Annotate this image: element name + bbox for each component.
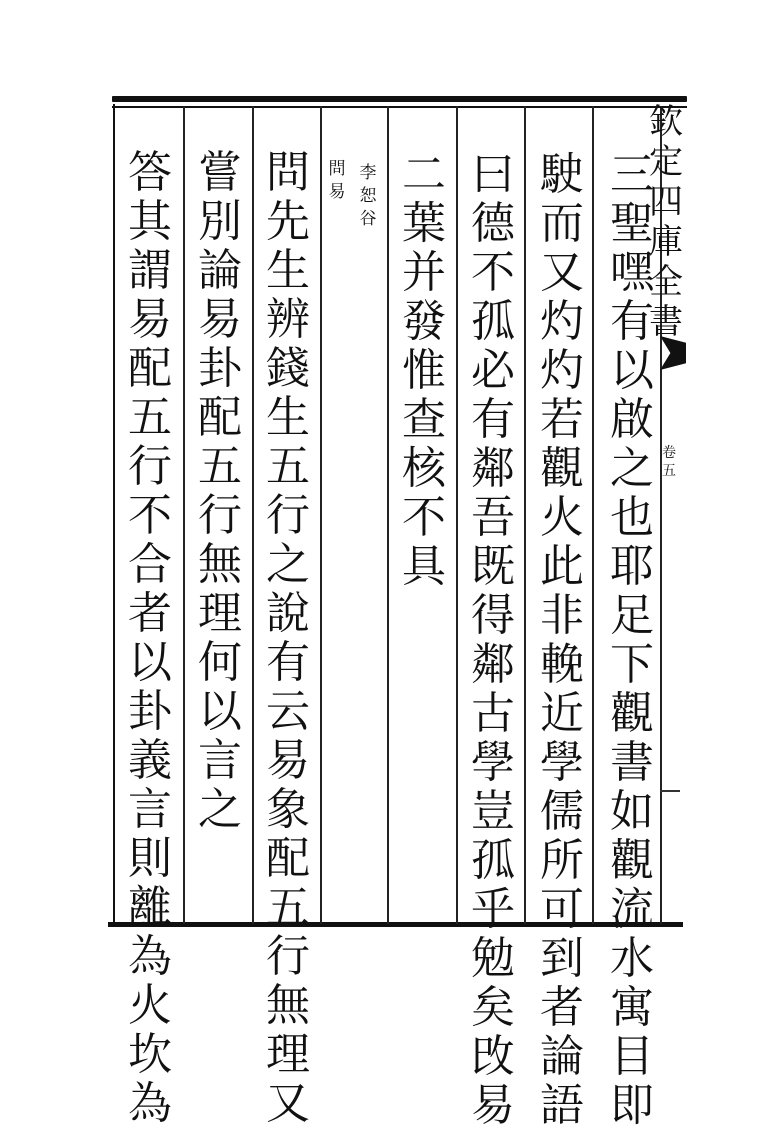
glyph: 灼 [540,345,584,396]
glyph: 配 [128,343,172,394]
glyph: 發 [402,296,446,347]
glyph: 欽 [649,102,683,142]
glyph: 灼 [540,296,584,347]
juan-number [662,444,676,480]
glyph: 鄰 [471,443,515,494]
glyph: 并 [402,247,446,298]
glyph: 必 [471,345,515,396]
glyph: 之 [266,539,310,590]
glyph: 別 [198,196,242,247]
glyph: 答 [128,147,172,198]
glyph: 易 [471,1080,515,1131]
glyph: 定 [649,142,683,182]
glyph: 三 [610,149,654,200]
glyph: 行 [198,490,242,541]
glyph: 言 [198,735,242,786]
glyph: 可 [540,884,584,935]
glyph: 查 [402,394,446,445]
glyph: 駛 [540,149,584,200]
glyph: 書 [610,737,654,788]
text-column-3 [463,150,523,1130]
glyph: 以 [198,686,242,737]
glyph: 錢 [266,343,310,394]
glyph: 孤 [471,835,515,886]
glyph: 啟 [610,394,654,445]
glyph: 惟 [402,345,446,396]
glyph: 乎 [471,884,515,935]
glyph: 孤 [471,296,515,347]
glyph: 觀 [540,443,584,494]
glyph: 卦 [198,343,242,394]
glyph: 生 [266,245,310,296]
glyph: 之 [610,443,654,494]
glyph: 以 [610,345,654,396]
column-divider [592,106,594,924]
glyph: 又 [266,1078,310,1129]
glyph: 為 [128,931,172,982]
glyph: 鄰 [471,639,515,690]
glyph: 配 [198,392,242,443]
glyph: 耶 [610,541,654,592]
top-border-thin [112,106,687,108]
glyph: 五 [266,441,310,492]
glyph: 聖 [610,198,654,249]
glyph: 到 [540,933,584,984]
glyph: 如 [610,786,654,837]
glyph: 即 [610,1080,654,1131]
glyph: 流 [610,884,654,935]
glyph: 學 [471,737,515,788]
glyph: 此 [540,541,584,592]
glyph: 云 [266,686,310,737]
glyph: 易 [266,735,310,786]
glyph: 不 [128,490,172,541]
glyph: 語 [540,1080,584,1131]
glyph: 者 [128,588,172,639]
glyph: 寓 [610,982,654,1033]
glyph: 德 [471,198,515,249]
glyph: 核 [402,443,446,494]
glyph: 為 [128,1078,172,1129]
text-column-5 [258,148,318,1128]
text-column-6 [190,148,250,834]
text-column-7 [120,148,180,1128]
section-subtitle [325,158,349,204]
glyph: 若 [540,394,584,445]
glyph: 五 [266,882,310,933]
glyph: 觀 [610,688,654,739]
glyph: 豈 [471,786,515,837]
left-border [113,104,115,924]
glyph: 則 [128,833,172,884]
glyph: 所 [540,835,584,886]
glyph: 近 [540,688,584,739]
glyph: 先 [266,196,310,247]
bottom-border [108,922,683,927]
glyph: 庫 [649,222,683,262]
glyph: 離 [128,882,172,933]
glyph: 也 [610,492,654,543]
glyph: 配 [266,833,310,884]
glyph: 勉 [471,933,515,984]
glyph: 謂 [128,245,172,296]
glyph: 易 [198,294,242,345]
column-divider [456,106,458,924]
glyph: 有 [610,296,654,347]
glyph: 古 [471,688,515,739]
glyph: 易 [328,182,346,202]
glyph: 說 [266,588,310,639]
glyph: 生 [266,392,310,443]
glyph: 嘗 [198,147,242,198]
glyph: 行 [128,441,172,492]
glyph: 儒 [540,786,584,837]
glyph: 葉 [402,198,446,249]
glyph: 言 [128,784,172,835]
author-line [356,162,380,231]
glyph: 李 [359,163,377,183]
glyph: 水 [610,933,654,984]
glyph: 者 [540,982,584,1033]
glyph: 火 [540,492,584,543]
glyph: 行 [266,931,310,982]
glyph: 有 [266,637,310,688]
glyph: 論 [198,245,242,296]
glyph: 足 [610,590,654,641]
glyph: 非 [540,590,584,641]
glyph: 坎 [128,1029,172,1080]
glyph: 之 [198,784,242,835]
glyph: 二 [402,149,446,200]
glyph: 合 [128,539,172,590]
glyph: 理 [198,588,242,639]
glyph: 書 [649,302,683,342]
glyph: 觀 [610,835,654,886]
glyph: 何 [198,637,242,688]
glyph: 不 [471,247,515,298]
glyph: 問 [266,147,310,198]
glyph: 谷 [359,209,377,229]
glyph: 輓 [540,639,584,690]
glyph: 理 [266,1029,310,1080]
glyph: 以 [128,637,172,688]
column-divider [183,106,185,924]
glyph: 火 [128,980,172,1031]
glyph: 具 [402,541,446,592]
glyph: 無 [266,980,310,1031]
glyph: 無 [198,539,242,590]
text-column-4 [394,150,454,591]
glyph: 學 [540,737,584,788]
glyph: 目 [610,1031,654,1082]
glyph: 得 [471,590,515,641]
glyph: 卦 [128,686,172,737]
glyph: 而 [540,198,584,249]
column-divider [524,106,526,924]
column-divider [252,106,254,924]
glyph: 不 [402,492,446,543]
glyph: 行 [266,490,310,541]
glyph: 卷 [662,445,676,461]
glyph: 又 [540,247,584,298]
glyph: 象 [266,784,310,835]
glyph: 嘿 [610,247,654,298]
glyph: 其 [128,196,172,247]
column-divider [387,106,389,924]
glyph: 辨 [266,294,310,345]
glyph: 下 [610,639,654,690]
glyph: 義 [128,735,172,786]
glyph: 五 [128,392,172,443]
column-divider [320,106,322,924]
text-column-2 [532,150,592,1130]
glyph: 攺 [471,1031,515,1082]
text-column-1 [602,150,662,1130]
glyph: 五 [662,463,676,479]
glyph: 恕 [359,186,377,206]
glyph: 曰 [471,149,515,200]
glyph: 易 [128,294,172,345]
glyph: 全 [649,262,683,302]
glyph: 論 [540,1031,584,1082]
glyph: 問 [328,159,346,179]
glyph: 五 [198,441,242,492]
glyph: 有 [471,394,515,445]
glyph: 吾 [471,492,515,543]
glyph: 四 [649,182,683,222]
top-border-thick [112,96,687,102]
glyph: 既 [471,541,515,592]
glyph: 矣 [471,982,515,1033]
margin-tick [660,790,680,792]
